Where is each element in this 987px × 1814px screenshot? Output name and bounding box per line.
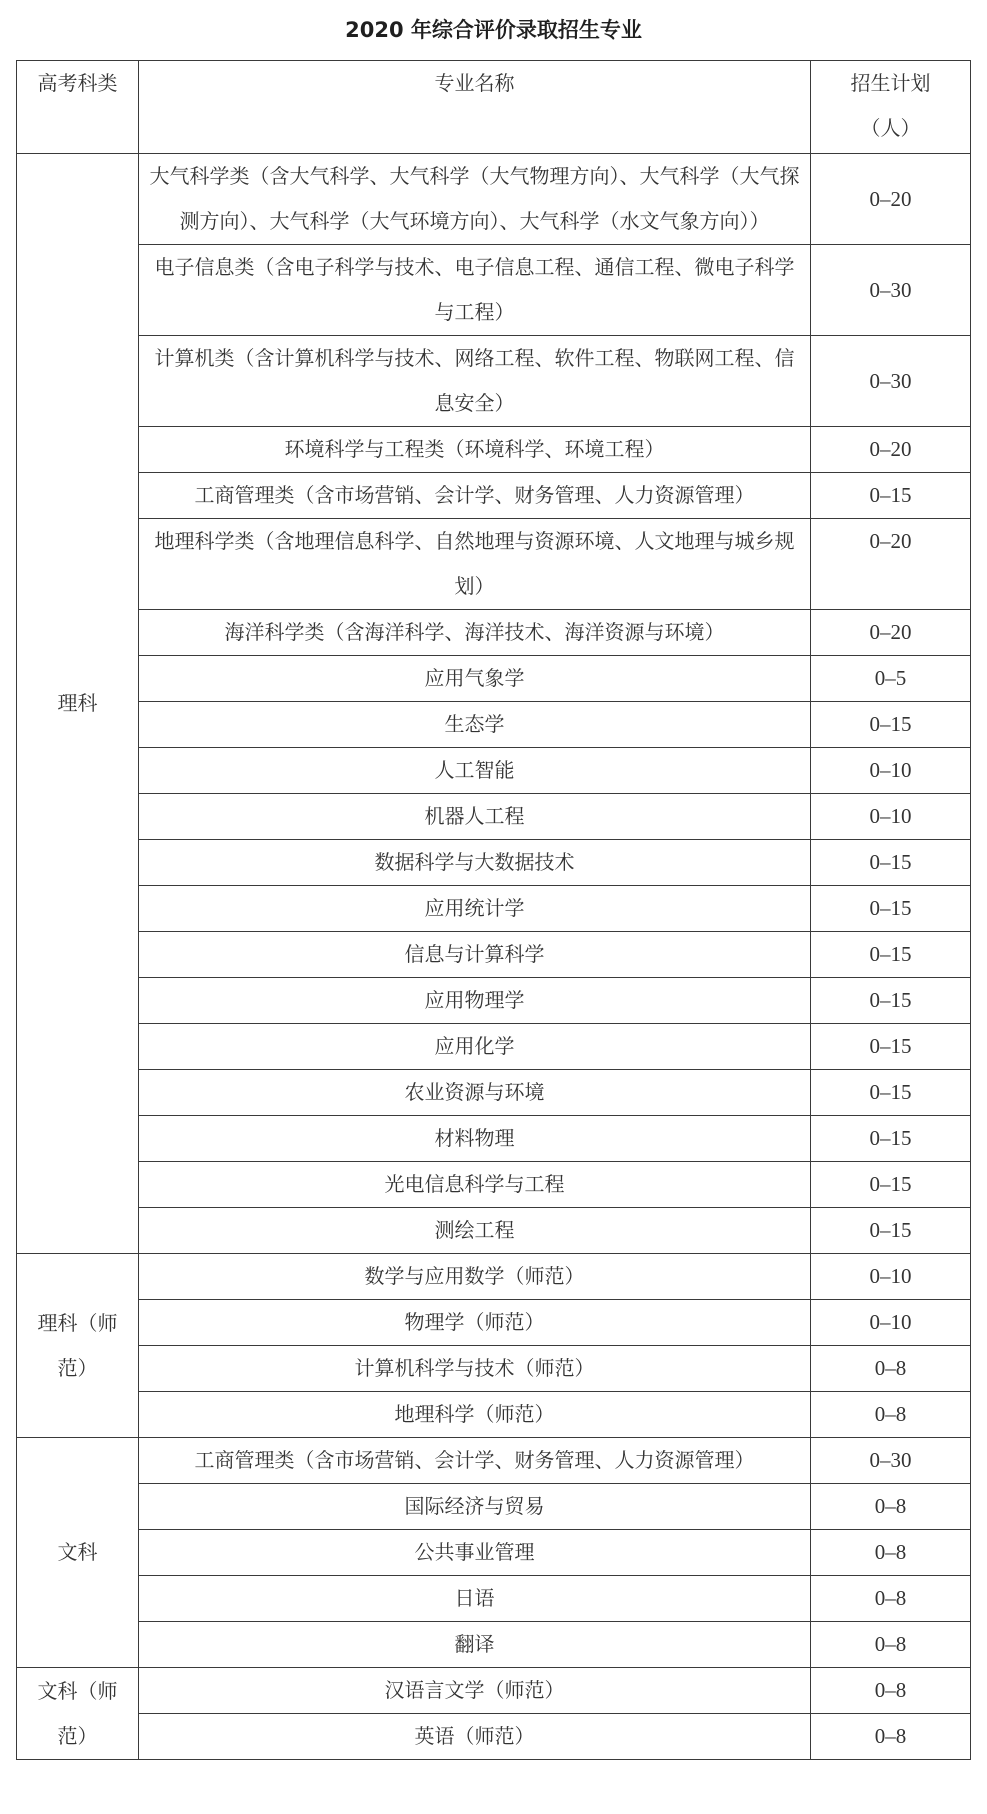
major-cell: 材料物理 bbox=[139, 1116, 811, 1162]
plan-cell: 0–8 bbox=[811, 1346, 971, 1392]
plan-cell: 0–8 bbox=[811, 1484, 971, 1530]
major-cell: 机器人工程 bbox=[139, 794, 811, 840]
plan-cell: 0–10 bbox=[811, 794, 971, 840]
major-cell: 环境科学与工程类（环境科学、环境工程） bbox=[139, 427, 811, 473]
major-cell: 数学与应用数学（师范） bbox=[139, 1254, 811, 1300]
table-row bbox=[17, 154, 971, 245]
plan-cell: 0–15 bbox=[811, 886, 971, 932]
plan-cell: 0–8 bbox=[811, 1392, 971, 1438]
major-cell: 国际经济与贸易 bbox=[139, 1484, 811, 1530]
major-cell: 信息与计算科学 bbox=[139, 932, 811, 978]
plan-cell: 0–15 bbox=[811, 1162, 971, 1208]
major-cell: 测绘工程 bbox=[139, 1208, 811, 1254]
major-cell: 计算机类（含计算机科学与技术、网络工程、软件工程、物联网工程、信息安全） bbox=[139, 336, 811, 427]
table-row bbox=[17, 1208, 971, 1254]
plan-cell: 0–15 bbox=[811, 1070, 971, 1116]
plan-cell: 0–10 bbox=[811, 1254, 971, 1300]
plan-cell: 0–15 bbox=[811, 840, 971, 886]
table-row bbox=[17, 1346, 971, 1392]
plan-cell: 0–15 bbox=[811, 932, 971, 978]
header-category: 高考科类 bbox=[17, 61, 139, 154]
major-cell: 翻译 bbox=[139, 1622, 811, 1668]
major-cell: 物理学（师范） bbox=[139, 1300, 811, 1346]
plan-cell: 0–15 bbox=[811, 1208, 971, 1254]
table-row bbox=[17, 610, 971, 656]
major-cell: 电子信息类（含电子科学与技术、电子信息工程、通信工程、微电子科学与工程） bbox=[139, 245, 811, 336]
table-row bbox=[17, 473, 971, 519]
table-row bbox=[17, 840, 971, 886]
table-row bbox=[17, 886, 971, 932]
plan-cell: 0–8 bbox=[811, 1530, 971, 1576]
table-row bbox=[17, 427, 971, 473]
major-cell: 数据科学与大数据技术 bbox=[139, 840, 811, 886]
table-row bbox=[17, 656, 971, 702]
plan-cell: 0–15 bbox=[811, 1024, 971, 1070]
page-title: 2020 年综合评价录取招生专业 bbox=[345, 18, 642, 42]
category-cell: 理科（师范） bbox=[17, 1254, 139, 1438]
table-row bbox=[17, 1484, 971, 1530]
plan-cell: 0–8 bbox=[811, 1668, 971, 1714]
plan-cell: 0–15 bbox=[811, 473, 971, 519]
plan-cell: 0–30 bbox=[811, 336, 971, 427]
major-cell: 英语（师范） bbox=[139, 1714, 811, 1760]
table-row bbox=[17, 1530, 971, 1576]
plan-cell: 0–8 bbox=[811, 1714, 971, 1760]
major-cell: 人工智能 bbox=[139, 748, 811, 794]
table-row bbox=[17, 932, 971, 978]
category-cell: 理科 bbox=[17, 154, 139, 1254]
plan-cell: 0–30 bbox=[811, 245, 971, 336]
plan-cell: 0–20 bbox=[811, 610, 971, 656]
table-row bbox=[17, 245, 971, 336]
table-row bbox=[17, 1392, 971, 1438]
plan-cell: 0–10 bbox=[811, 1300, 971, 1346]
major-cell: 生态学 bbox=[139, 702, 811, 748]
major-cell: 公共事业管理 bbox=[139, 1530, 811, 1576]
plan-cell: 0–15 bbox=[811, 1116, 971, 1162]
table-row bbox=[17, 1162, 971, 1208]
major-cell: 应用化学 bbox=[139, 1024, 811, 1070]
plan-cell: 0–20 bbox=[811, 154, 971, 245]
table-row bbox=[17, 1714, 971, 1760]
table-row bbox=[17, 978, 971, 1024]
plan-cell: 0–20 bbox=[811, 519, 971, 610]
category-cell: 文科 bbox=[17, 1438, 139, 1668]
header-plan: 招生计划（人） bbox=[811, 61, 971, 154]
plan-cell: 0–8 bbox=[811, 1576, 971, 1622]
major-cell: 农业资源与环境 bbox=[139, 1070, 811, 1116]
major-cell: 光电信息科学与工程 bbox=[139, 1162, 811, 1208]
table-row bbox=[17, 1024, 971, 1070]
table-row bbox=[17, 1300, 971, 1346]
table-body bbox=[17, 154, 971, 1760]
category-cell: 文科（师范） bbox=[17, 1668, 139, 1760]
table-row bbox=[17, 794, 971, 840]
major-cell: 工商管理类（含市场营销、会计学、财务管理、人力资源管理） bbox=[139, 473, 811, 519]
plan-cell: 0–30 bbox=[811, 1438, 971, 1484]
major-cell: 工商管理类（含市场营销、会计学、财务管理、人力资源管理） bbox=[139, 1438, 811, 1484]
table-row bbox=[17, 336, 971, 427]
table-row bbox=[17, 1668, 971, 1714]
major-cell: 大气科学类（含大气科学、大气科学（大气物理方向）、大气科学（大气探测方向）、大气科学（大气环境方向）、大气科学（水文气象方向）） bbox=[139, 154, 811, 245]
table-row bbox=[17, 1116, 971, 1162]
header-major: 专业名称 bbox=[139, 61, 811, 154]
table-row bbox=[17, 1070, 971, 1116]
table-row bbox=[17, 1438, 971, 1484]
plan-cell: 0–8 bbox=[811, 1622, 971, 1668]
table-row bbox=[17, 702, 971, 748]
major-cell: 计算机科学与技术（师范） bbox=[139, 1346, 811, 1392]
major-cell: 海洋科学类（含海洋科学、海洋技术、海洋资源与环境） bbox=[139, 610, 811, 656]
major-cell: 应用气象学 bbox=[139, 656, 811, 702]
plan-cell: 0–15 bbox=[811, 702, 971, 748]
table-row bbox=[17, 748, 971, 794]
plan-cell: 0–20 bbox=[811, 427, 971, 473]
major-cell: 地理科学（师范） bbox=[139, 1392, 811, 1438]
major-cell: 日语 bbox=[139, 1576, 811, 1622]
major-cell: 汉语言文学（师范） bbox=[139, 1668, 811, 1714]
plan-cell: 0–5 bbox=[811, 656, 971, 702]
table-row bbox=[17, 1622, 971, 1668]
major-cell: 应用物理学 bbox=[139, 978, 811, 1024]
table-row bbox=[17, 1254, 971, 1300]
plan-cell: 0–15 bbox=[811, 978, 971, 1024]
major-cell: 应用统计学 bbox=[139, 886, 811, 932]
table-row bbox=[17, 1576, 971, 1622]
majors-table bbox=[16, 60, 971, 1760]
major-cell: 地理科学类（含地理信息科学、自然地理与资源环境、人文地理与城乡规划） bbox=[139, 519, 811, 610]
table-row bbox=[17, 519, 971, 610]
header-row bbox=[17, 61, 971, 154]
plan-cell: 0–10 bbox=[811, 748, 971, 794]
